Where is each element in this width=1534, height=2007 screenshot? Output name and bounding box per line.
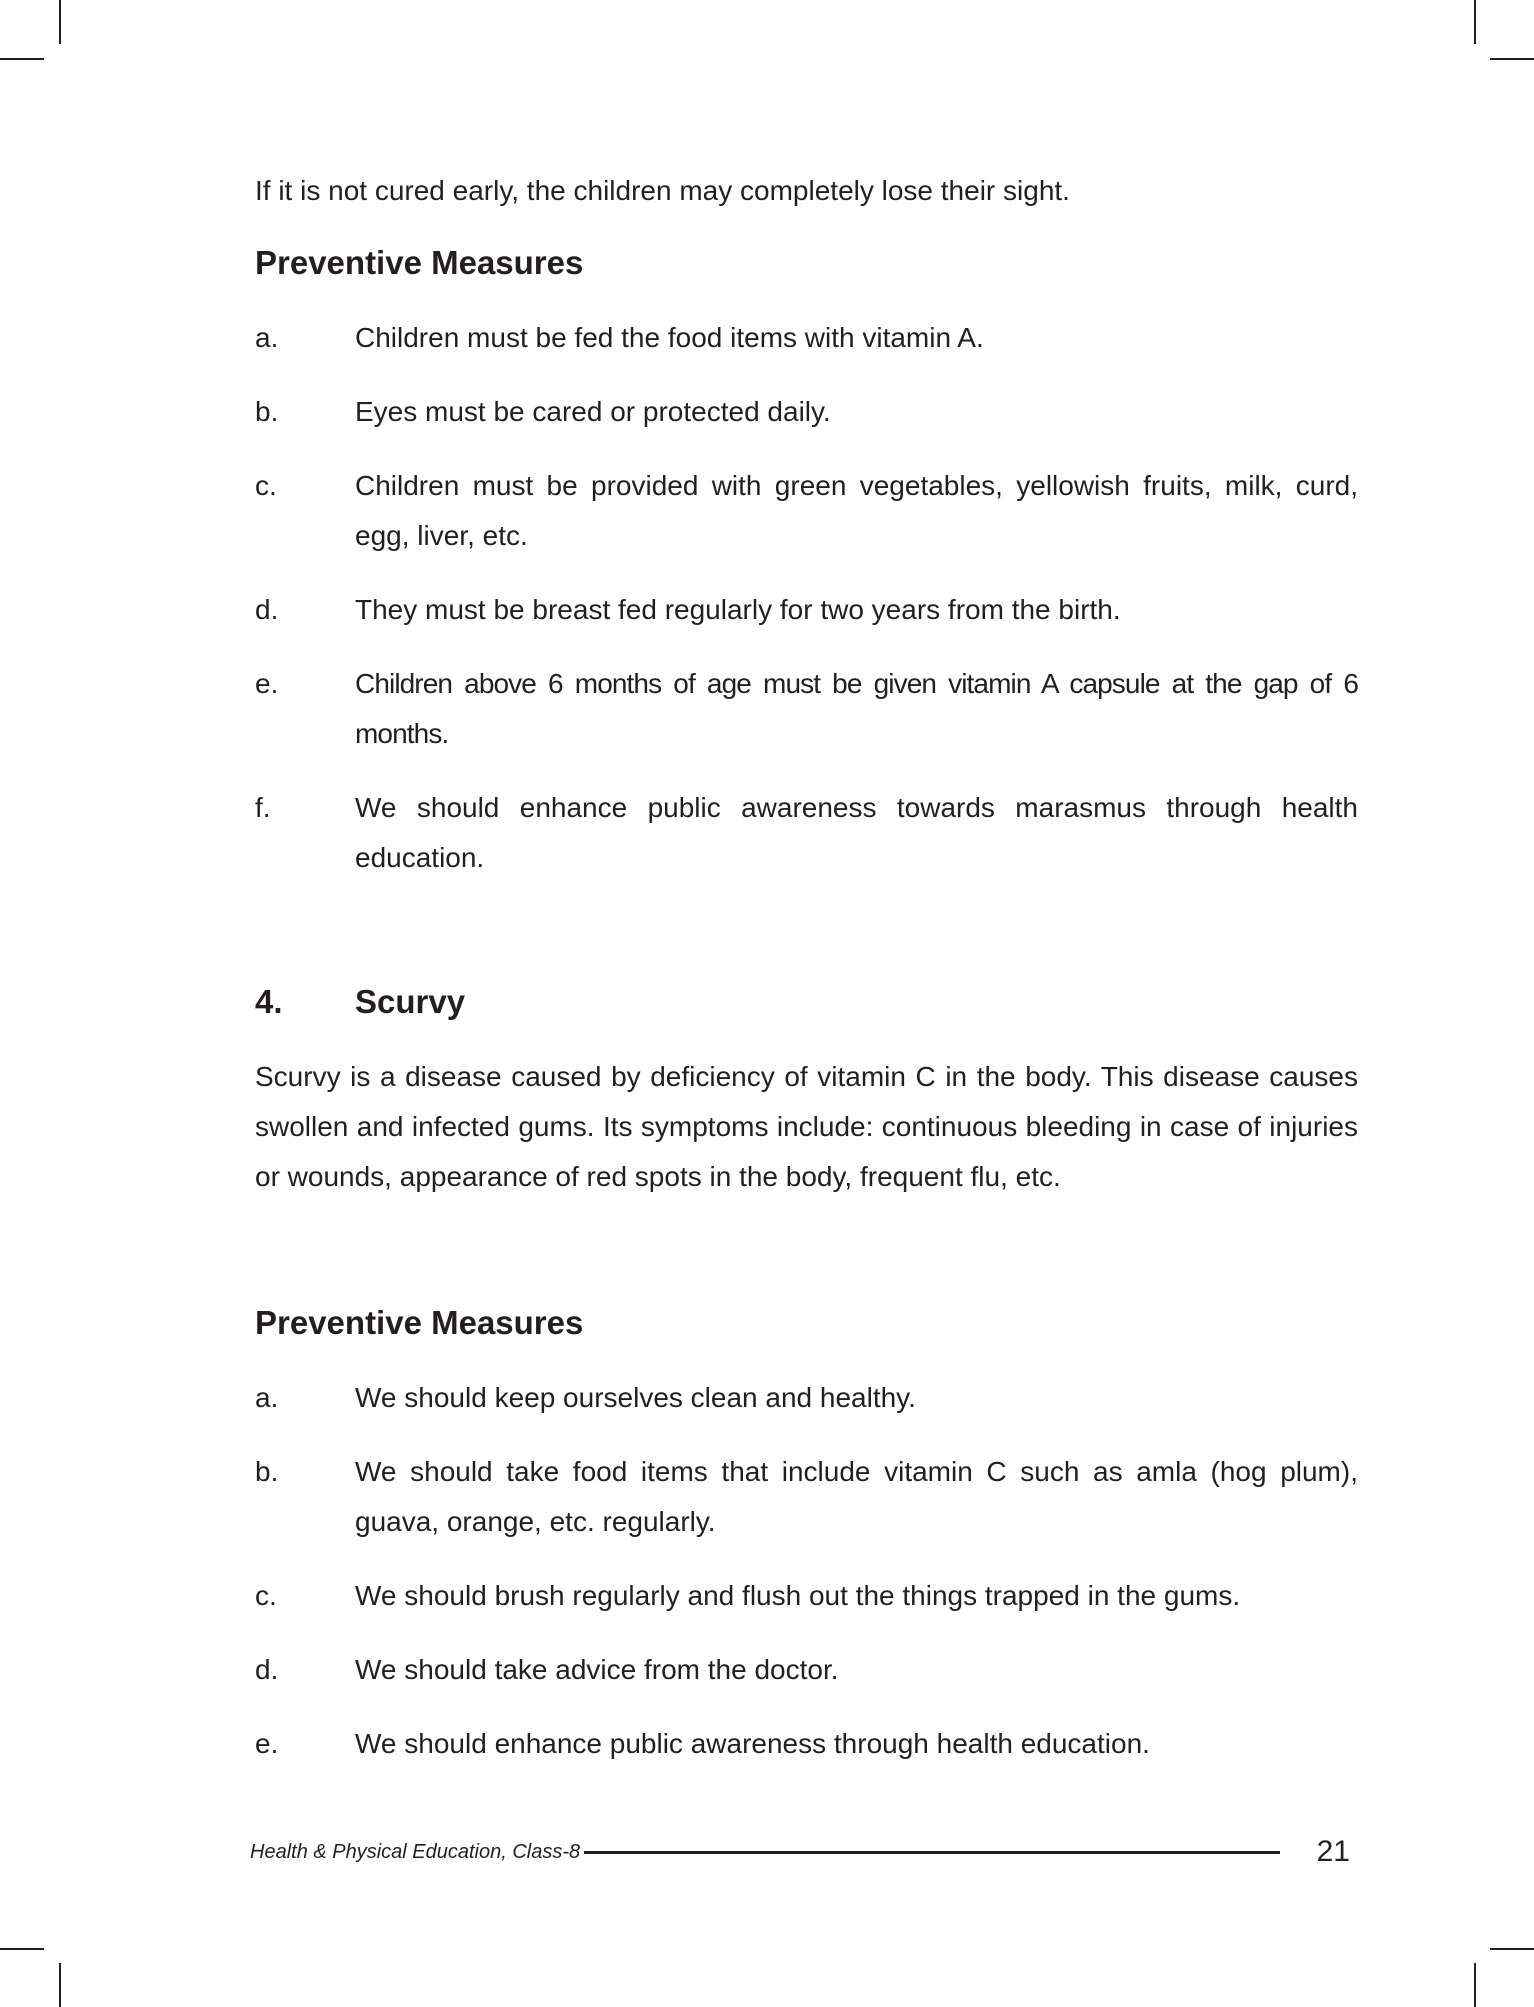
list-text: Children above 6 months of age must be given vitamin A capsule at the gap of 6 months. [355, 668, 1358, 749]
crop-mark-bottom-left-horizontal [0, 1948, 44, 1950]
list-marker: e. [255, 1728, 279, 1759]
list-item [255, 1719, 1358, 1769]
crop-mark-top-right-vertical [1474, 0, 1476, 44]
crop-mark-bottom-left-vertical [59, 1963, 61, 2007]
list-text: We should enhance public awareness towards marasmus through health education. [355, 792, 1358, 873]
section-title: Scurvy [355, 983, 466, 1020]
list-text: Children must be provided with green vegetables, yellowish fruits, milk, curd, egg, liver, etc. [355, 470, 1358, 551]
scurvy-heading [255, 977, 1358, 1027]
list-marker: c. [255, 1580, 277, 1611]
intro-paragraph: If it is not cured early, the children may completely lose their sight. [255, 175, 1070, 206]
list-item [255, 783, 1358, 883]
crop-mark-top-left-vertical [59, 0, 61, 44]
list-marker: a. [255, 322, 279, 353]
list-item [255, 1447, 1358, 1547]
list-item [255, 659, 1358, 759]
preventive-measures-heading-1: Preventive Measures [255, 244, 584, 281]
list-text: We should enhance public awareness through health education. [355, 1728, 1150, 1759]
list-text: We should take advice from the doctor. [355, 1654, 839, 1685]
list-text: They must be breast fed regularly for two years from the birth. [355, 594, 1121, 625]
list-text: We should brush regularly and flush out the things trapped in the gums. [355, 1580, 1241, 1611]
list-marker: e. [255, 668, 279, 699]
list-marker: b. [255, 1456, 279, 1487]
footer-book-title: Health & Physical Education, Class-8 [250, 1840, 581, 1863]
preventive-list-2 [255, 1373, 1358, 1769]
crop-mark-bottom-right-vertical [1474, 1963, 1476, 2007]
section-number: 4. [255, 983, 283, 1020]
list-item [255, 1373, 1358, 1423]
preventive-measures-section-2 [255, 1298, 1358, 1769]
list-item [255, 387, 1358, 437]
list-marker: b. [255, 396, 279, 427]
page-number: 21 [1316, 1835, 1350, 1868]
list-item [255, 313, 1358, 363]
list-item [255, 1645, 1358, 1695]
scurvy-paragraph: Scurvy is a disease caused by deficiency of vitamin C in the body. This disease causes swollen and infected gums. Its symptoms include: continuous bleeding in case of injuries or wounds, appearance of red spots in the body, frequent flu, etc. [255, 1061, 1358, 1192]
list-marker: f. [255, 792, 271, 823]
preventive-measures-heading-2: Preventive Measures [255, 1304, 584, 1341]
list-marker: c. [255, 470, 277, 501]
list-text: We should keep ourselves clean and healthy. [355, 1382, 916, 1413]
list-item [255, 585, 1358, 635]
preventive-measures-section-1 [255, 238, 1358, 883]
list-marker: a. [255, 1382, 279, 1413]
crop-mark-top-left-horizontal [0, 58, 44, 60]
list-item [255, 1571, 1358, 1621]
crop-mark-top-right-horizontal [1490, 58, 1534, 60]
list-text: Eyes must be cared or protected daily. [355, 396, 831, 427]
page-footer [250, 1832, 1350, 1872]
list-text: We should take food items that include vitamin C such as amla (hog plum), guava, orange, etc. regularly. [355, 1456, 1358, 1537]
list-marker: d. [255, 594, 279, 625]
list-text: Children must be fed the food items with vitamin A. [355, 322, 984, 353]
crop-mark-bottom-right-horizontal [1490, 1948, 1534, 1950]
list-marker: d. [255, 1654, 279, 1685]
preventive-list-1 [255, 313, 1358, 883]
list-item [255, 461, 1358, 561]
footer-rule [584, 1851, 1280, 1854]
